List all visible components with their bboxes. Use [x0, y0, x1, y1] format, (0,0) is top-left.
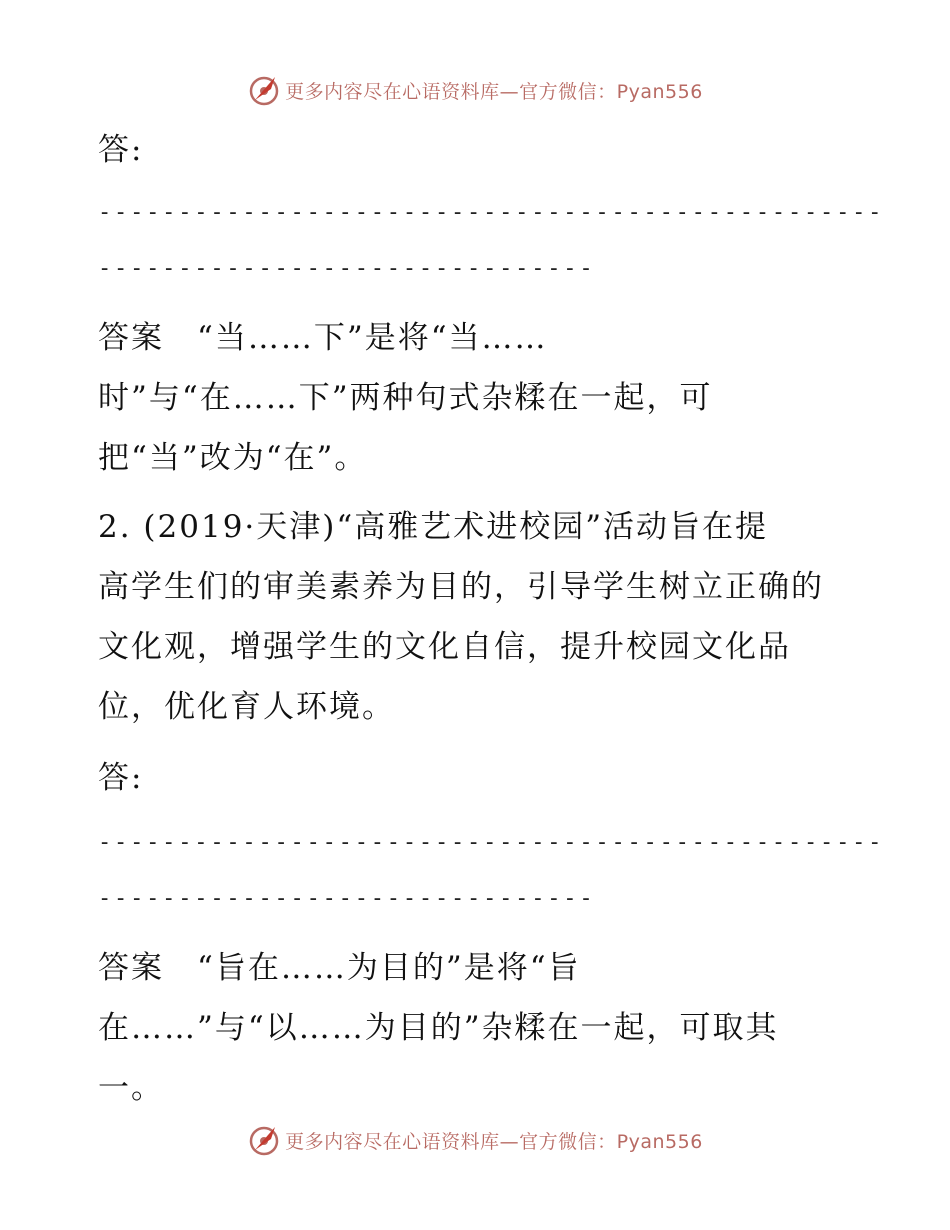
- text-line: 把“当”改为“在”。: [98, 440, 368, 476]
- header-watermark: [0, 70, 950, 110]
- footer-watermark-text: 更多内容尽在心语资料库—官方微信：Pyan556: [285, 1130, 703, 1153]
- text-line: 2. (2019·天津)“高雅艺术进校园”活动旨在提: [98, 509, 769, 545]
- text-line: 位，优化育人环境。: [98, 689, 395, 725]
- text-line: 在……”与“以……为目的”杂糅在一起，可取其: [98, 1010, 779, 1046]
- answer-dashes-1b: [98, 256, 858, 281]
- text-line: 答案 “旨在……为目的”是将“旨: [98, 950, 581, 986]
- text-line: 高学生们的审美素养为目的，引导学生树立正确的: [98, 569, 824, 605]
- text-line: 答:: [98, 132, 144, 168]
- question-2: [98, 497, 858, 737]
- answer-dashes-2b: [98, 886, 858, 911]
- quill-pen-icon: [247, 73, 281, 107]
- answer-prompt-2: [98, 748, 858, 808]
- dashed-answer-line: -------------------------------: [98, 886, 596, 911]
- answer-dashes-1a: [98, 200, 885, 225]
- dashed-answer-line: -------------------------------------------------: [98, 830, 885, 855]
- text-line: 答案 “当……下”是将“当……: [98, 320, 548, 356]
- text-line: 时”与“在……下”两种句式杂糅在一起，可: [98, 380, 713, 416]
- answer-text-2: [98, 938, 858, 1118]
- dashed-answer-line: -------------------------------------------------: [98, 200, 885, 225]
- answer-prompt-1: [98, 120, 858, 180]
- footer-watermark: [0, 1120, 950, 1160]
- dashed-answer-line: -------------------------------: [98, 256, 596, 281]
- text-line: 答:: [98, 760, 144, 796]
- text-line: 文化观，增强学生的文化自信，提升校园文化品: [98, 629, 791, 665]
- quill-pen-icon: [247, 1123, 281, 1157]
- text-line: 一。: [98, 1070, 164, 1106]
- header-watermark-text: 更多内容尽在心语资料库—官方微信：Pyan556: [285, 80, 703, 103]
- answer-dashes-2a: [98, 830, 885, 855]
- answer-text-1: [98, 308, 858, 488]
